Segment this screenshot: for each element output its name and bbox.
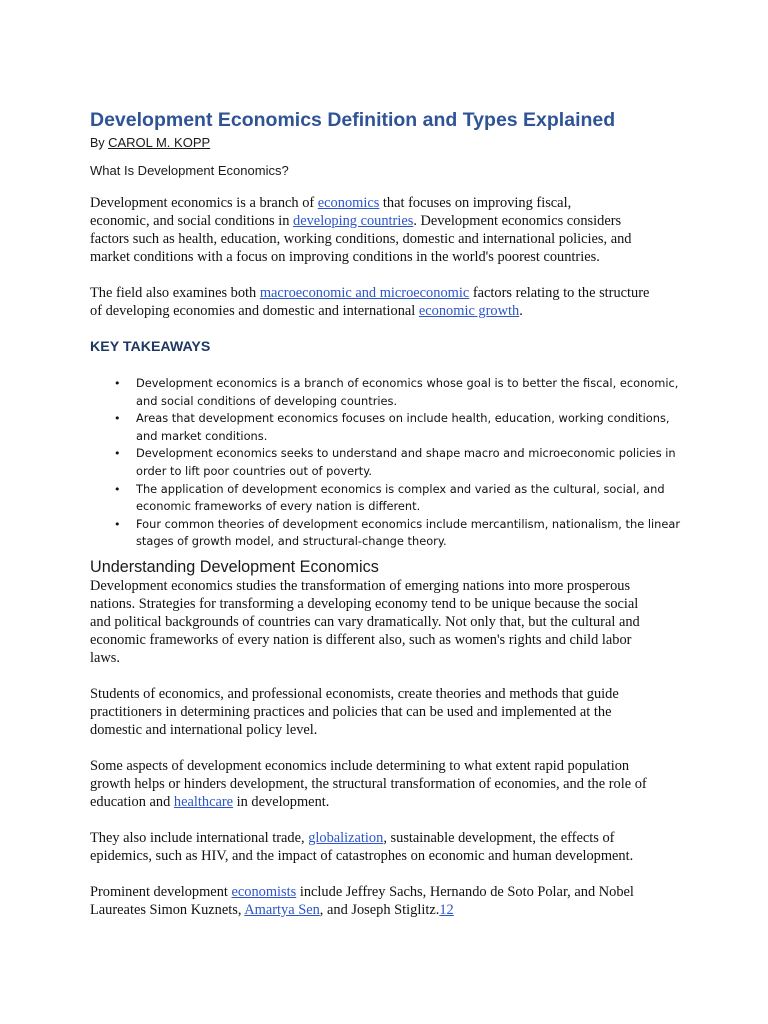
intro-text: factors such as health, education, working conditions, domestic and international policies, and bbox=[90, 231, 632, 247]
paragraph-line: Laureates Simon Kuznets, bbox=[90, 901, 245, 918]
economists-link[interactable]: economists bbox=[231, 883, 297, 900]
takeaway-line: and market conditions. bbox=[136, 428, 268, 443]
takeaway-item bbox=[90, 445, 690, 480]
paragraph-line: , sustainable development, the effects of bbox=[383, 829, 615, 846]
intro-text: market conditions with a focus on improving conditions in the world's poorest countries. bbox=[90, 249, 600, 265]
bullet-icon: • bbox=[114, 377, 121, 390]
paragraph-line: nations. Strategies for transforming a developing economy tend to be unique because the social bbox=[90, 595, 639, 612]
paragraph-line: , and Joseph Stiglitz. bbox=[319, 901, 440, 918]
understanding-paragraph-4 bbox=[90, 829, 690, 865]
field-paragraph bbox=[90, 284, 690, 320]
paragraph-line: Prominent development bbox=[90, 883, 232, 900]
understanding-paragraph-3 bbox=[90, 757, 690, 811]
globalization-link[interactable]: globalization bbox=[308, 829, 384, 846]
intro-text: Development economics is a branch of bbox=[90, 195, 318, 211]
healthcare-link[interactable]: healthcare bbox=[173, 793, 234, 810]
intro-paragraph bbox=[90, 194, 690, 266]
reference-links[interactable]: 12 bbox=[439, 901, 454, 918]
paragraph-line: in development. bbox=[233, 793, 330, 810]
paragraph-line: laws. bbox=[90, 649, 120, 666]
understanding-heading: Understanding Development Economics bbox=[90, 557, 379, 576]
amartya-sen-link[interactable]: Amartya Sen bbox=[244, 901, 320, 918]
field-text: The field also examines both bbox=[90, 285, 260, 301]
author-link[interactable]: CAROL M. KOPP bbox=[108, 135, 211, 150]
paragraph-line: Students of economics, and professional economists, create theories and methods that guide bbox=[90, 685, 619, 702]
paragraph-line: economic frameworks of every nation is different also, such as women's rights and child labor bbox=[90, 631, 632, 648]
takeaway-line: order to lift poor countries out of poverty. bbox=[136, 463, 373, 478]
key-takeaways-heading: KEY TAKEAWAYS bbox=[90, 339, 211, 355]
understanding-paragraph-1 bbox=[90, 577, 690, 667]
takeaway-line: Four common theories of development economics include mercantilism, nationalism, the linear bbox=[136, 516, 681, 531]
takeaway-item bbox=[90, 375, 690, 410]
bullet-icon: • bbox=[114, 412, 121, 426]
paragraph-line: education and bbox=[90, 793, 174, 810]
paragraph-line: epidemics, such as HIV, and the impact of catastrophes on economic and human development. bbox=[90, 847, 634, 864]
intro-text: that focuses on improving fiscal, bbox=[379, 195, 572, 211]
byline bbox=[90, 135, 768, 151]
understanding-paragraph-2 bbox=[90, 685, 690, 739]
economics-link[interactable]: economics bbox=[317, 195, 380, 211]
takeaway-line: Areas that development economics focuses on include health, education, working conditions, bbox=[136, 411, 670, 426]
paragraph-line: and political backgrounds of countries can vary dramatically. Not only that, but the cultural and bbox=[90, 613, 640, 630]
bullet-icon: • bbox=[114, 447, 121, 461]
paragraph-line: They also include international trade, bbox=[90, 829, 309, 846]
article-title: Development Economics Definition and Types Explained bbox=[90, 109, 616, 131]
field-text: factors relating to the structure bbox=[469, 285, 650, 301]
takeaway-line: Development economics seeks to understand and shape macro and microeconomic policies in bbox=[136, 446, 676, 461]
takeaway-item bbox=[90, 516, 690, 551]
field-text: of developing economies and domestic and international bbox=[90, 303, 419, 319]
understanding-paragraph-5 bbox=[90, 883, 690, 919]
takeaway-line: stages of growth model, and structural-change theory. bbox=[136, 534, 447, 549]
developing-countries-link[interactable]: developing countries bbox=[293, 213, 414, 229]
paragraph-line: include Jeffrey Sachs, Hernando de Soto Polar, and Nobel bbox=[296, 883, 634, 900]
economic-growth-link[interactable]: economic growth bbox=[418, 303, 520, 319]
takeaway-item bbox=[90, 481, 690, 516]
bullet-icon: • bbox=[114, 482, 121, 496]
key-takeaways-list bbox=[90, 375, 690, 551]
subheading: What Is Development Economics? bbox=[90, 163, 289, 178]
byline-prefix: By bbox=[90, 136, 109, 150]
takeaway-line: and social conditions of developing countries. bbox=[136, 393, 398, 408]
takeaway-item bbox=[90, 410, 690, 445]
takeaway-line: The application of development economics is complex and varied as the cultural, social, and bbox=[136, 481, 665, 496]
bullet-icon: • bbox=[114, 517, 121, 531]
intro-text: economic, and social conditions in bbox=[90, 213, 294, 229]
paragraph-line: Development economics studies the transformation of emerging nations into more prosperous bbox=[90, 577, 631, 594]
field-text: . bbox=[519, 303, 523, 319]
macro-micro-link[interactable]: macroeconomic and microeconomic bbox=[259, 285, 470, 301]
paragraph-line: growth helps or hinders development, the structural transformation of economies, and the role of bbox=[90, 775, 647, 792]
intro-text: . Development economics considers bbox=[413, 213, 622, 229]
takeaway-line: Development economics is a branch of economics whose goal is to better the fiscal, economic, bbox=[136, 376, 679, 390]
paragraph-line: domestic and international policy level. bbox=[90, 721, 318, 738]
takeaway-line: economic frameworks of every nation is different. bbox=[136, 499, 421, 514]
paragraph-line: Some aspects of development economics include determining to what extent rapid population bbox=[90, 757, 630, 774]
paragraph-line: practitioners in determining practices and policies that can be used and implemented at the bbox=[90, 703, 612, 720]
